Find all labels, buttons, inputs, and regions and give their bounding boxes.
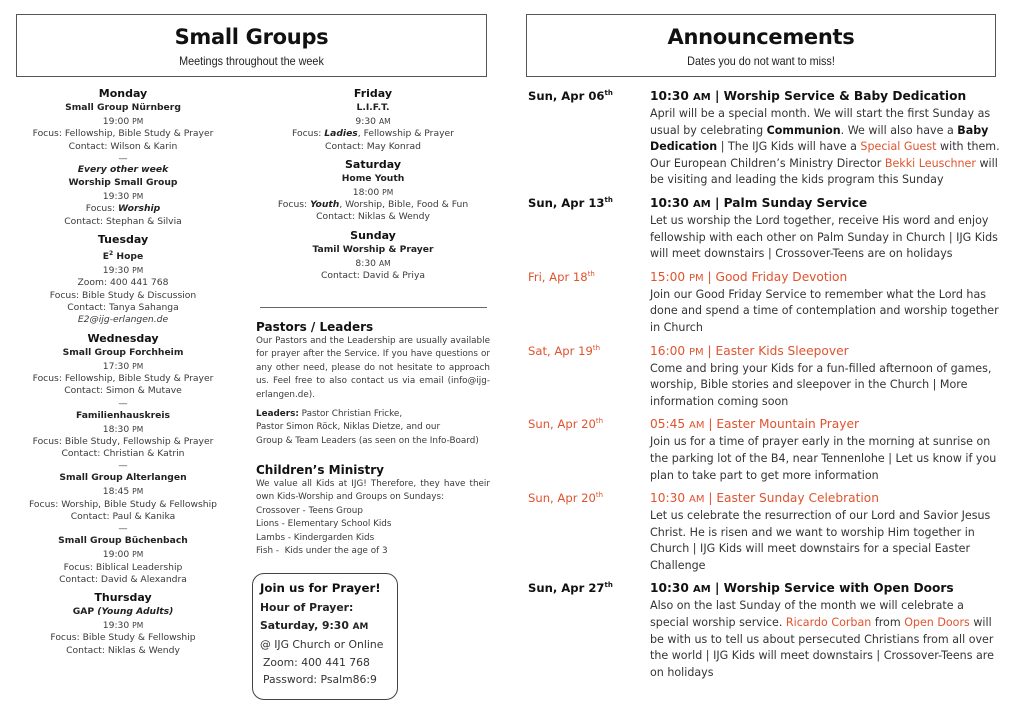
announcement-date: Sun, Apr 27th bbox=[528, 581, 613, 596]
announcement-date: Sun, Apr 13th bbox=[528, 195, 613, 210]
day-heading: Thursday bbox=[94, 591, 152, 605]
group-contact: Contact: Wilson & Karin bbox=[68, 140, 178, 152]
childrens-ministry-text: We value all Kids at IJG! Therefore, they have their own Kids-Worship and Groups on Sundays: bbox=[256, 479, 490, 503]
day-heading: Wednesday bbox=[87, 331, 159, 345]
leaders-list: Leaders: Pastor Christian Fricke, Pastor Simon Röck, Niklas Dietze, and our Group & Team Leaders (as seen on the Info-Board) bbox=[256, 409, 479, 446]
group-name: L.I.F.T. bbox=[356, 102, 390, 113]
day-heading: Sunday bbox=[350, 228, 396, 242]
kids-group-item: Lambs - Kindergarden Kids bbox=[256, 532, 375, 543]
announcement-title: 16:00 PM | Easter Kids Sleepover bbox=[650, 343, 849, 358]
group-focus: Focus: Biblical Leadership bbox=[63, 561, 183, 573]
day-sunday bbox=[258, 229, 488, 283]
group-time: 18:30 PM bbox=[102, 423, 144, 435]
announcement-title: 05:45 AM | Easter Mountain Prayer bbox=[650, 417, 859, 432]
childrens-ministry-title: Children’s Ministry bbox=[256, 463, 384, 477]
announcement-item bbox=[528, 269, 1006, 337]
small-groups-column-2 bbox=[258, 87, 488, 282]
day-heading: Monday bbox=[98, 87, 148, 100]
group-contact: Contact: Niklas & Wendy bbox=[316, 211, 430, 223]
announcement-text: Come and bring your Kids for a fun-filled afternoon of games, worship, Bible stories and sleepover in the Church | More information coming soon bbox=[650, 361, 992, 408]
day-heading: Friday bbox=[353, 87, 393, 100]
prayer-line: Hour of Prayer: bbox=[260, 601, 354, 614]
announcement-text: Join our Good Friday Service to remember what the Lord has done and spend a time of contemplation and worship together in Church bbox=[650, 287, 999, 334]
day-thursday bbox=[18, 591, 228, 657]
prayer-location: @ IJG Church or Online bbox=[260, 638, 384, 651]
group-contact: Contact: Christian & Katrin bbox=[61, 448, 185, 460]
small-groups-subtitle: Meetings throughout the week bbox=[179, 54, 324, 68]
group-name: Small Group Nürnberg bbox=[65, 102, 181, 113]
group-focus: Focus: Fellowship, Bible Study & Prayer bbox=[32, 372, 214, 384]
group-name: Small Group Büchenbach bbox=[58, 535, 188, 547]
group-name: Familienhauskreis bbox=[76, 409, 170, 421]
announcements-title: Announcements bbox=[667, 25, 855, 49]
announcement-item bbox=[528, 580, 1006, 681]
announcement-title: 10:30 AM | Worship Service with Open Doors bbox=[650, 581, 954, 596]
announcement-item bbox=[528, 343, 1006, 411]
day-friday bbox=[258, 87, 488, 153]
prayer-box bbox=[252, 573, 398, 700]
separator: — bbox=[118, 460, 128, 472]
group-contact: Contact: David & Priya bbox=[320, 270, 426, 282]
group-name: Worship Small Group bbox=[68, 177, 178, 189]
section-divider bbox=[260, 307, 487, 308]
kids-group-item: Lions - Elementary School Kids bbox=[256, 519, 392, 530]
announcement-item bbox=[528, 416, 1006, 484]
prayer-password: Password: Psalm86:9 bbox=[263, 673, 377, 686]
small-groups-title: Small Groups bbox=[174, 25, 329, 49]
announcements-header bbox=[526, 14, 996, 77]
separator: — bbox=[118, 523, 128, 535]
day-tuesday bbox=[18, 233, 228, 327]
group-focus: Focus: Bible Study & Fellowship bbox=[50, 632, 196, 644]
group-time: 19:30 PM bbox=[102, 265, 144, 277]
day-monday bbox=[18, 87, 228, 228]
small-groups-column-1 bbox=[18, 87, 228, 657]
announcement-date: Sun, Apr 06th bbox=[528, 89, 613, 103]
group-contact: Contact: Tanya Sahanga bbox=[67, 302, 179, 314]
group-focus: Focus: Bible Study & Discussion bbox=[49, 289, 197, 301]
separator: — bbox=[118, 152, 128, 164]
group-time: 19:00 PM bbox=[102, 116, 144, 127]
group-time: 8:30 AM bbox=[355, 257, 391, 269]
announcement-text: Also on the last Sunday of the month we will celebrate a special worship service. Ricardo Corban from Open Doors will be with us to tell us about persecuted Christians from all over the world | IJG Kids will meet downstairs | Crossover-Teens are on holidays bbox=[650, 599, 994, 679]
day-heading: Tuesday bbox=[97, 233, 149, 247]
group-contact: Contact: David & Alexandra bbox=[59, 573, 187, 585]
kids-group-item: Fish - Kids under the age of 3 bbox=[256, 546, 388, 557]
group-focus: Focus: Youth, Worship, Bible, Food & Fun bbox=[277, 199, 469, 211]
prayer-title: Join us for Prayer! bbox=[260, 581, 381, 595]
group-name: Small Group Forchheim bbox=[62, 346, 184, 358]
day-wednesday bbox=[18, 332, 228, 587]
group-note: Every other week bbox=[77, 163, 169, 175]
group-zoom: Zoom: 400 441 768 bbox=[77, 277, 169, 289]
group-focus: Focus: Worship, Bible Study & Fellowship bbox=[28, 498, 218, 510]
announcement-date: Fri, Apr 18th bbox=[528, 269, 595, 284]
announcements-subtitle: Dates you do not want to miss! bbox=[687, 54, 835, 68]
group-contact: Contact: Simon & Mutave bbox=[64, 385, 182, 397]
announcement-title: 10:30 AM | Palm Sunday Service bbox=[650, 195, 868, 210]
kids-group-item: Crossover - Teens Group bbox=[256, 505, 363, 516]
announcement-title: 10:30 AM | Worship Service & Baby Dedication bbox=[650, 89, 967, 103]
group-focus: Focus: Bible Study, Fellowship & Prayer bbox=[32, 435, 214, 447]
pastors-section bbox=[256, 320, 490, 448]
group-name: Small Group Alterlangen bbox=[59, 472, 187, 484]
group-time: 19:30 PM bbox=[102, 191, 144, 203]
prayer-time: Saturday, 9:30 AM bbox=[260, 618, 369, 632]
group-time: 19:30 PM bbox=[102, 620, 144, 632]
separator: — bbox=[118, 397, 128, 409]
announcement-text: Join us for a time of prayer early in the morning at sunrise on the parking lot of the B4, near Tennenlohe | Let us know if you plan to take part to get more information bbox=[650, 435, 997, 482]
group-time: 17:30 PM bbox=[102, 360, 144, 372]
announcement-item bbox=[528, 195, 1006, 263]
small-groups-header bbox=[16, 14, 487, 77]
group-time: 18:45 PM bbox=[102, 486, 144, 498]
group-contact: Contact: May Konrad bbox=[325, 140, 421, 152]
group-focus: Focus: Ladies, Fellowship & Prayer bbox=[292, 128, 454, 140]
group-email-link[interactable]: E2@ijg-erlangen.de bbox=[77, 314, 169, 326]
group-time: 18:00 PM bbox=[352, 186, 394, 198]
pastors-text: Our Pastors and the Leadership are usually available for prayer after the Service. If you have questions or any other need, please do not hesitate to approach us. Feel free to also contact us via email (info@ijg-erlangen.de). bbox=[256, 336, 490, 400]
group-contact: Contact: Paul & Kanika bbox=[70, 511, 176, 522]
announcement-date: Sun, Apr 20th bbox=[528, 417, 604, 432]
day-heading: Saturday bbox=[345, 157, 401, 171]
announcement-title: 15:00 PM | Good Friday Devotion bbox=[650, 269, 848, 284]
group-contact: Contact: Niklas & Wendy bbox=[66, 644, 180, 656]
group-name: Tamil Worship & Prayer bbox=[312, 243, 434, 255]
group-time: 9:30 AM bbox=[355, 116, 391, 127]
group-time: 19:00 PM bbox=[102, 549, 144, 561]
prayer-zoom: Zoom: 400 441 768 bbox=[263, 655, 370, 669]
day-saturday bbox=[258, 158, 488, 224]
group-focus: Focus: Fellowship, Bible Study & Prayer bbox=[32, 128, 214, 140]
announcement-text: April will be a special month. We will start the first Sunday as usual by celebrating Communion. We will also have a Baby Dedication | The IJG Kids will have a Special Guest with them. Our European Children’s Ministry Director Bekki Leuschner will be visiting and leading the kids program this Sunday bbox=[650, 107, 1000, 187]
announcement-title: 10:30 AM | Easter Sunday Celebration bbox=[650, 491, 879, 506]
group-contact: Contact: Stephan & Silvia bbox=[64, 215, 182, 227]
childrens-ministry-section bbox=[256, 463, 490, 558]
announcements-list bbox=[528, 88, 1006, 681]
group-focus: Focus: Worship bbox=[85, 203, 161, 215]
announcement-date: Sat, Apr 19th bbox=[528, 343, 601, 358]
announcement-text: Let us worship the Lord together, receive His word and enjoy fellowship with each other on Palm Sunday in Church | IJG Kids will meet downstairs | Crossover-Teens are on holidays bbox=[650, 213, 998, 261]
announcement-item bbox=[528, 88, 1006, 189]
group-name: GAP (Young Adults) bbox=[72, 606, 174, 618]
group-name: $E^2$ Hope bbox=[102, 250, 144, 263]
announcement-text: Let us celebrate the resurrection of our Lord and Savior Jesus Christ. He is risen and we want to worship Him together in Church | IJG Kids will meet downstairs for a special Easter Challenge bbox=[650, 509, 991, 572]
pastors-title: Pastors / Leaders bbox=[256, 320, 374, 334]
group-name: Home Youth bbox=[341, 172, 405, 184]
announcement-date: Sun, Apr 20th bbox=[528, 491, 604, 506]
announcement-item bbox=[528, 490, 1006, 574]
